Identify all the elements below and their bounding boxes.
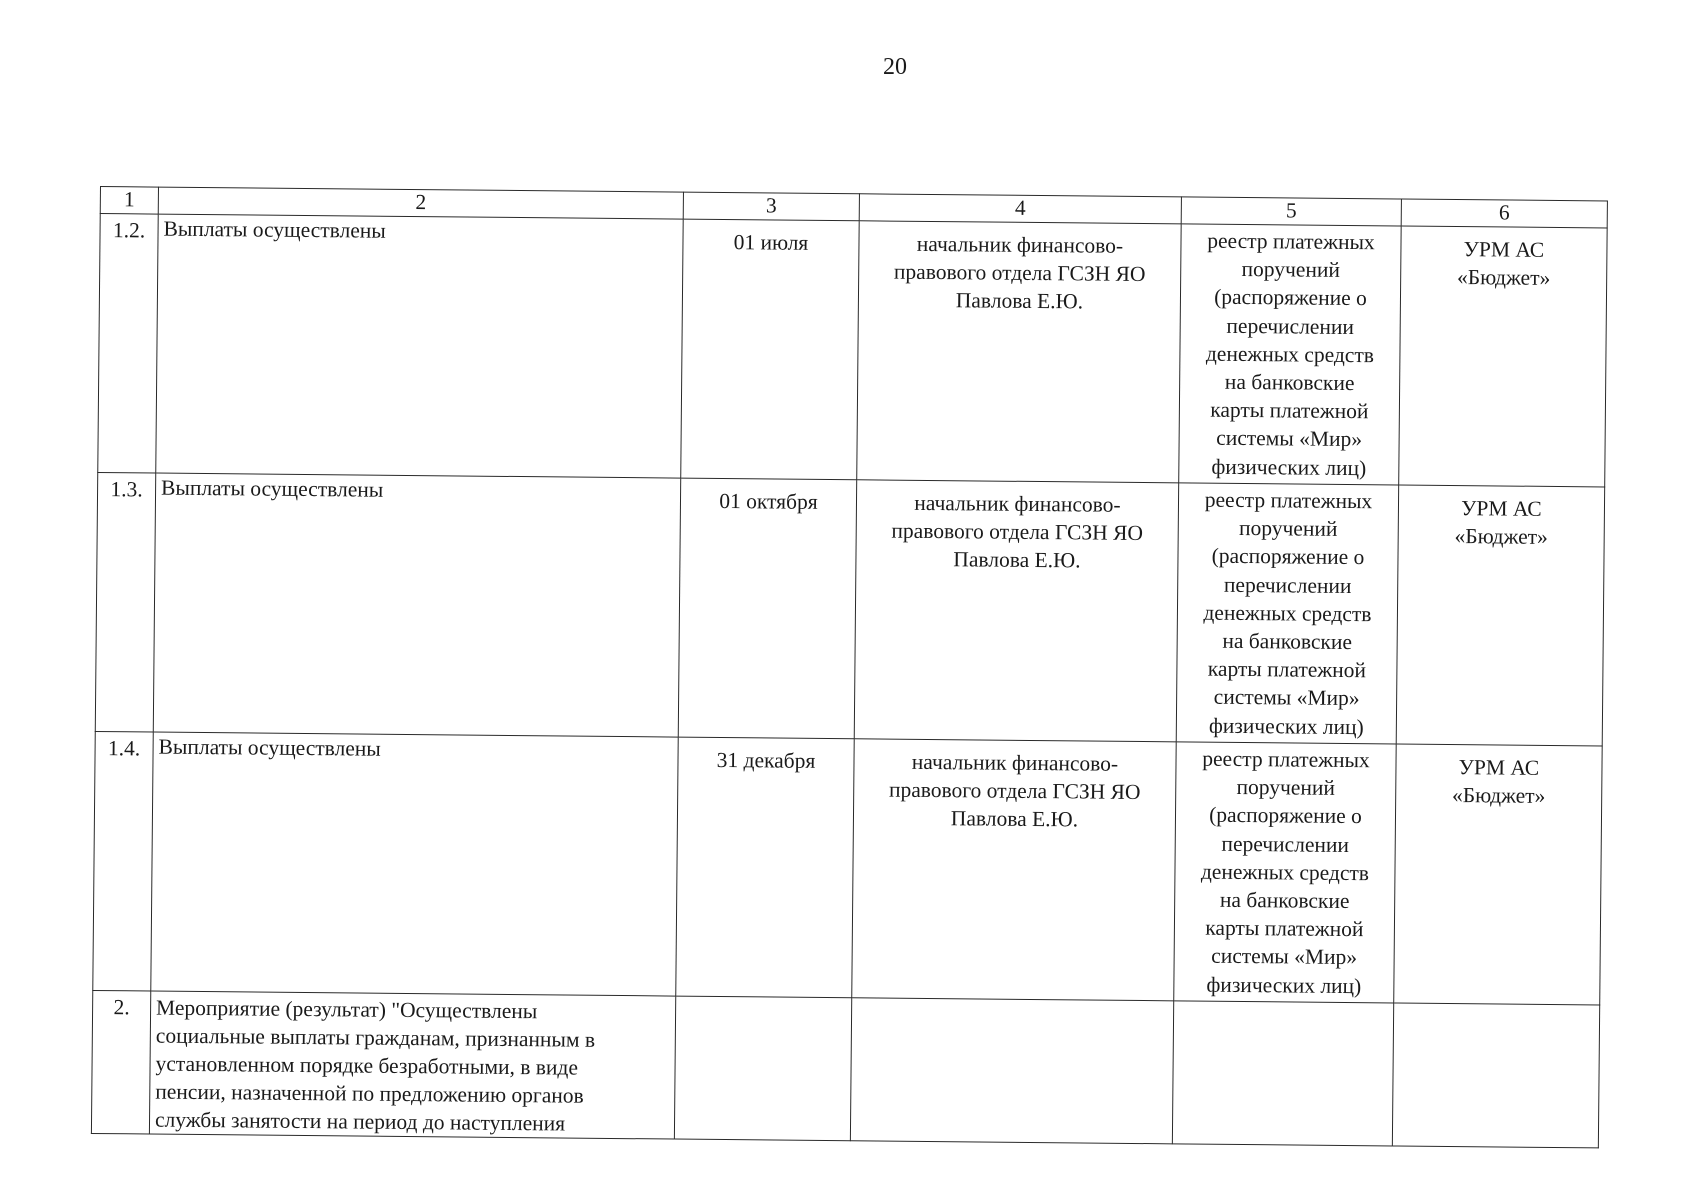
row-document [1176,483,1398,744]
document-line: денежных средств [1205,341,1375,368]
table-row [98,214,1607,487]
document-line: системы «Мир» [1216,426,1363,452]
row-responsible [857,221,1181,483]
document-line: физических лиц) [1206,972,1362,998]
system-line: УРМ АС [1463,237,1545,262]
document-line: перечислении [1221,831,1350,857]
row-date: 31 декабря [676,737,854,998]
document-line: на банковские [1219,887,1350,914]
document-line: перечислении [1223,572,1352,598]
responsible-line: начальник финансово- [911,749,1119,776]
row-description: Выплаты осуществлены [151,732,678,996]
row-number: 1.2. [98,214,158,474]
document-line: карты платежной [1210,397,1369,424]
system-line: «Бюджет» [1456,265,1551,290]
system-line: УРМ АС [1461,496,1542,521]
document-line: карты платежной [1207,656,1367,683]
document-line: на банковские [1222,628,1353,655]
description-line: Мероприятие (результат) "Осуществлены [156,995,538,1024]
document-line: физических лиц) [1211,454,1367,480]
document-line: на банковские [1224,369,1355,396]
responsible-line: Павлова Е.Ю. [950,806,1079,832]
responsible-line: начальник финансово- [916,231,1124,258]
responsible-line: правового отдела ГСЗН ЯО [888,777,1141,805]
responsible-line: правового отдела ГСЗН ЯО [893,259,1146,287]
row-responsible [854,480,1178,742]
responsible-line: начальник финансово- [914,490,1121,517]
description-line: установленном порядке безработными, в виде [155,1051,579,1080]
document-line: денежных средств [1200,859,1370,886]
document-line: (распоряжение о [1211,544,1365,570]
row-responsible [850,998,1173,1144]
table-row [93,731,1602,1004]
row-document [1174,742,1396,1003]
row-date: 01 июля [681,219,859,480]
row-document [1179,224,1401,485]
column-header: 2 [158,187,683,219]
row-description: Выплаты осуществлены [153,473,680,737]
page-number: 20 [883,54,907,80]
row-number: 1.3. [95,472,155,732]
row-date [674,996,851,1141]
column-header: 6 [1401,199,1607,228]
document-line: физических лиц) [1208,713,1364,739]
activity-table [91,186,1608,1148]
row-description: Выплаты осуществлены [156,214,683,478]
column-header: 4 [859,194,1181,224]
system-line: «Бюджет» [1451,783,1546,808]
document-line: поручений [1241,257,1341,283]
description-line: службы занятости на период до наступления [154,1107,566,1136]
document-line: карты платежной [1205,915,1364,942]
row-date: 01 октября [678,478,856,739]
document-line: денежных средств [1203,600,1372,627]
row-system [1394,744,1602,1005]
row-system [1396,485,1604,746]
document-line: (распоряжение о [1209,803,1362,829]
column-header: 3 [683,192,859,221]
document-line: перечислении [1226,313,1355,339]
row-system [1392,1003,1599,1148]
document-line: поручений [1236,775,1336,801]
document-line: реестр платежных [1204,487,1373,514]
row-number: 2. [91,990,150,1134]
table-row [95,472,1604,745]
column-header: 1 [100,187,158,215]
responsible-line: Павлова Е.Ю. [955,288,1084,314]
document-line: системы «Мир» [1213,685,1360,711]
document-line: системы «Мир» [1211,944,1358,970]
row-system [1399,226,1607,487]
row-description [149,991,675,1139]
table-row [91,990,1599,1147]
responsible-line: правового отдела ГСЗН ЯО [891,518,1144,546]
row-responsible [852,739,1176,1001]
row-number: 1.4. [93,731,153,991]
description-line: социальные выплаты гражданам, признанным в [155,1023,596,1052]
system-line: «Бюджет» [1454,524,1548,549]
row-document [1172,1001,1393,1146]
document-line: реестр платежных [1207,228,1375,255]
document-line: реестр платежных [1202,746,1370,773]
document-line: (распоряжение о [1214,285,1367,311]
description-line: пенсии, назначенной по предложению органов [155,1079,584,1108]
document-line: поручений [1238,516,1338,542]
system-line: УРМ АС [1458,755,1540,780]
responsible-line: Павлова Е.Ю. [953,547,1081,573]
column-header: 5 [1181,197,1401,226]
